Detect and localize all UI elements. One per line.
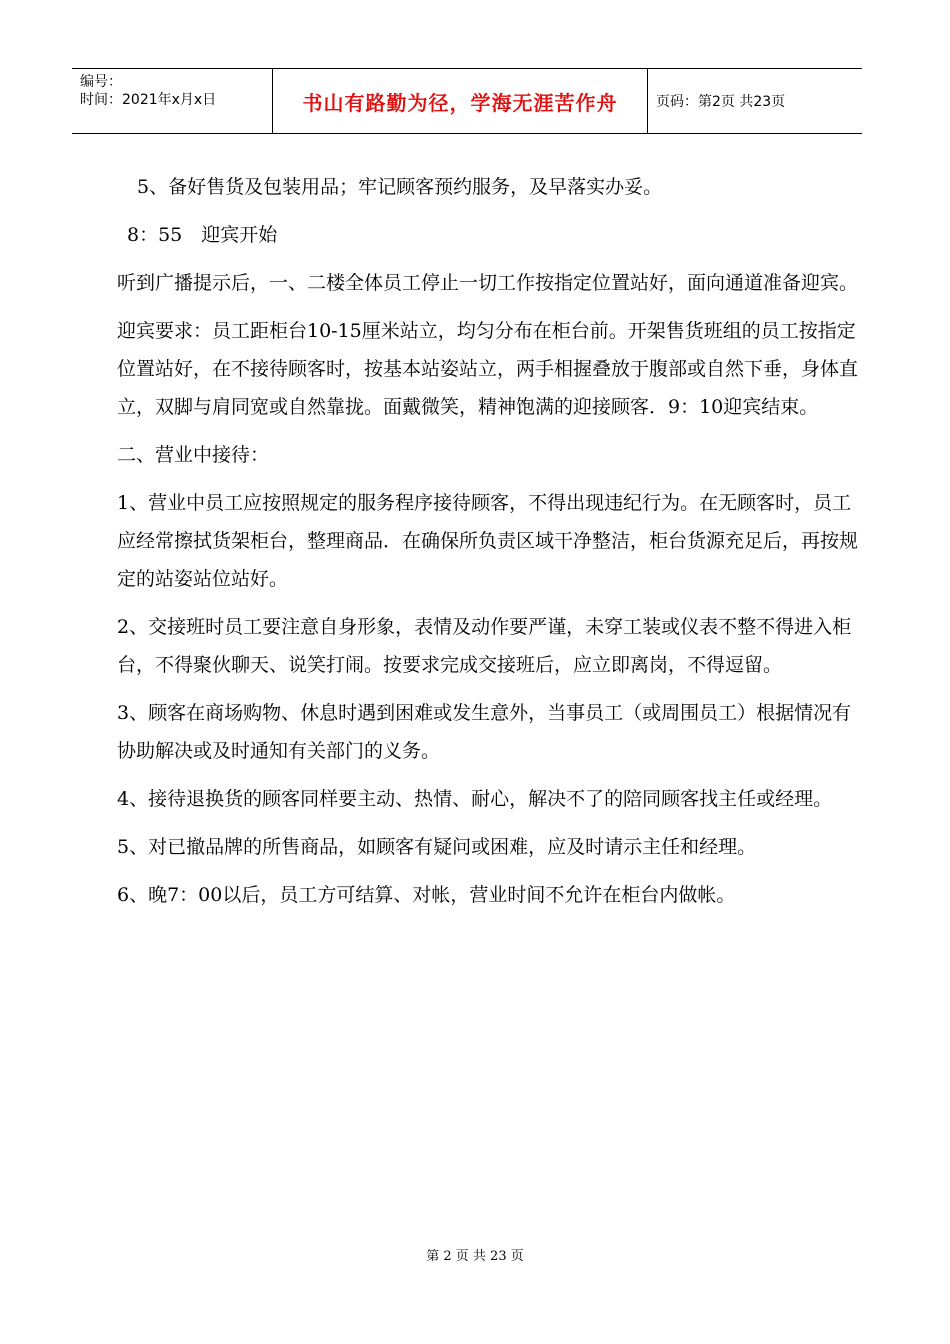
paragraph: 5、备好售货及包装用品；牢记顾客预约服务，及早落实办妥。 [137,176,663,198]
document-body [117,168,862,924]
paragraph: 听到广播提示后，一、二楼全体员工停止一切工作按指定位置站好，面向通道准备迎宾。 [117,272,859,294]
motto-text: 书山有路勤为径，学海无涯苦作舟 [302,90,618,115]
paragraph: 二、营业中接待： [117,444,270,466]
paragraph: 5、对已撤品牌的所售商品，如顾客有疑问或困难，应及时请示主任和经理。 [117,836,757,858]
page-header [72,68,862,134]
header-meta [72,69,272,133]
footer-page-number: 第 2 页 共 23 页 [426,1249,524,1264]
time-label: 时间：2021年x月x日 [80,92,217,108]
page-info: 页码：第2页 共23页 [656,94,786,110]
paragraph: 6、晚7：00以后，员工方可结算、对帐，营业时间不允许在柜台内做帐。 [117,884,736,906]
paragraph: 8：55 迎宾开始 [127,224,278,246]
paragraph: 4、接待退换货的顾客同样要主动、热情、耐心，解决不了的陪同顾客找主任或经理。 [117,788,833,810]
paragraph: 1、营业中员工应按照规定的服务程序接待顾客，不得出现违纪行为。在无顾客时，员工应经常擦拭货架柜台，整理商品．在确保所负责区域干净整洁，柜台货源充足后，再按规定的站姿站位站好。 [117,492,859,590]
header-motto-cell [272,69,648,133]
paragraph: 3、顾客在商场购物、休息时遇到困难或发生意外，当事员工（或周围员工）根据情况有协助解决或及时通知有关部门的义务。 [117,702,852,762]
serial-label: 编号： [80,74,122,90]
paragraph: 迎宾要求：员工距柜台10-15厘米站立，均匀分布在柜台前。开架售货班组的员工按指定位置站好，在不接待顾客时，按基本站姿站立，两手相握叠放于腹部或自然下垂，身体直立，双脚与肩同宽或自然靠拢。面戴微笑，精神饱满的迎接顾客．9：10迎宾结束。 [117,320,859,418]
header-page-info-cell [648,69,862,133]
paragraph: 2、交接班时员工要注意自身形象，表情及动作要严谨，未穿工装或仪表不整不得进入柜台，不得聚伙聊天、说笑打闹。按要求完成交接班后，应立即离岗，不得逗留。 [117,616,852,676]
page-footer [0,1245,950,1264]
